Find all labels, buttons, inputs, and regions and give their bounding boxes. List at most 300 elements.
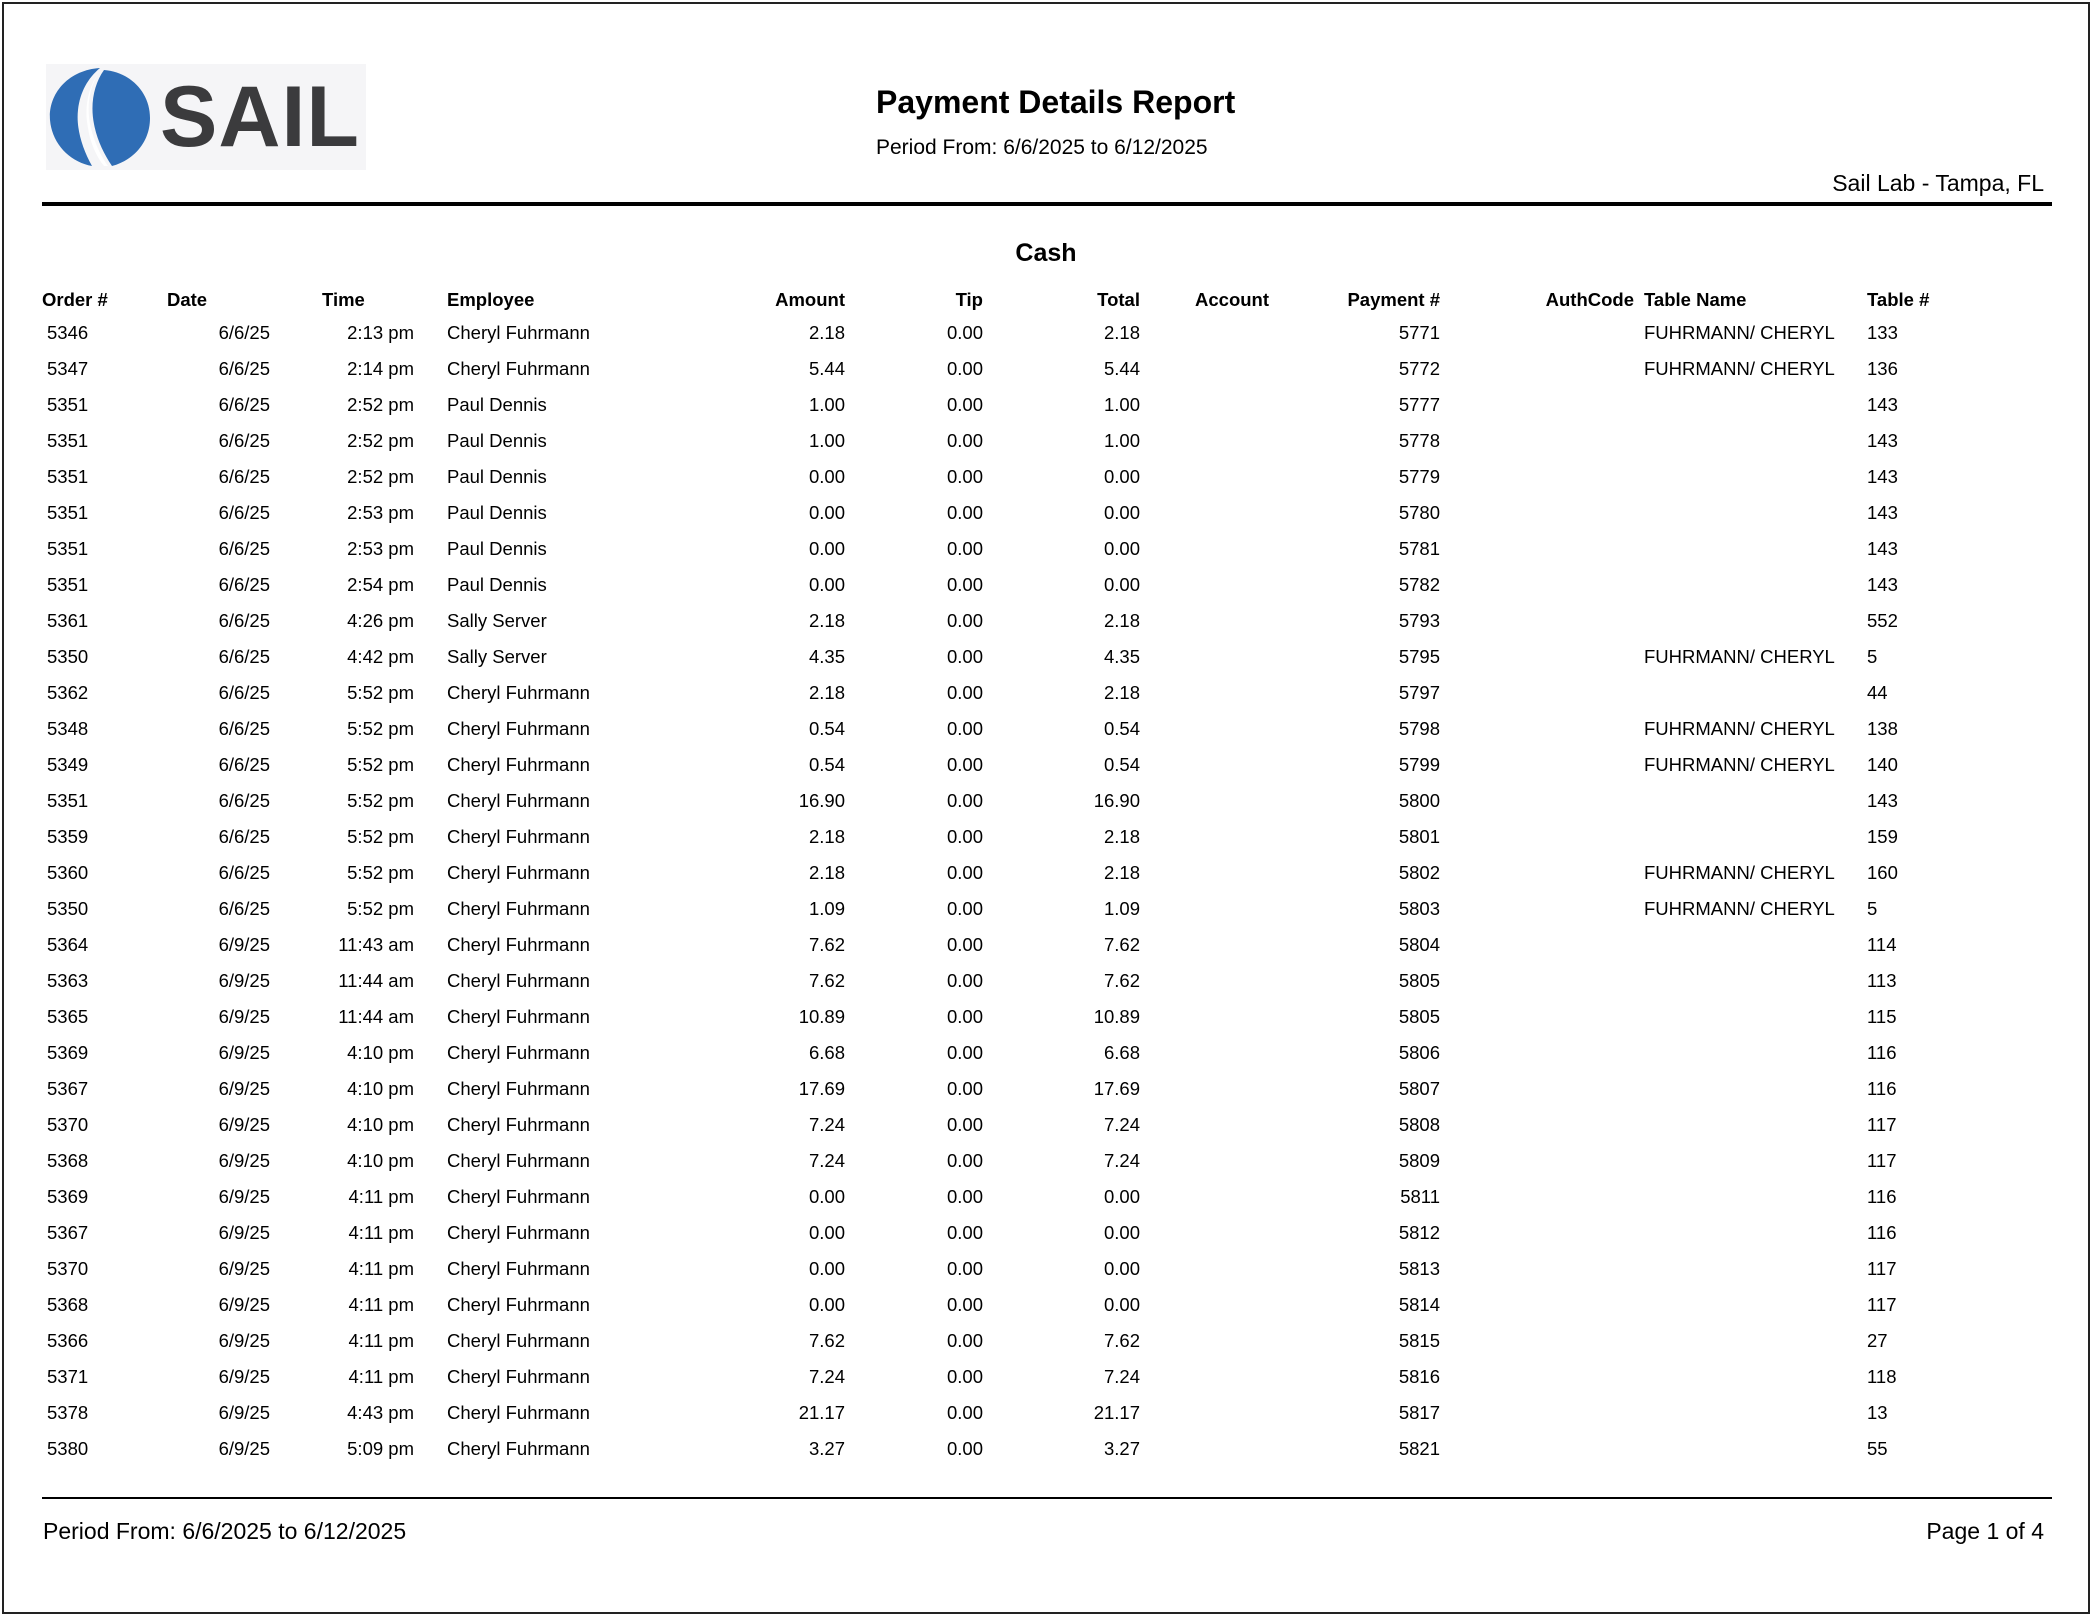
col-amount: Amount [775, 289, 845, 310]
employee-cell: Cheryl Fuhrmann [447, 1402, 590, 1423]
total-cell: 16.90 [1093, 790, 1140, 811]
table-row [42, 1395, 1952, 1431]
employee-cell: Cheryl Fuhrmann [447, 790, 590, 811]
tip-cell: 0.00 [946, 862, 983, 883]
payment-cell: 5799 [1398, 754, 1440, 775]
authcode-cell [1440, 819, 1634, 855]
authcode-cell [1440, 1035, 1634, 1071]
table-num-cell: 143 [1867, 466, 1898, 487]
account-cell [1140, 639, 1269, 675]
table-row [42, 639, 1952, 675]
amount-cell: 7.62 [808, 934, 845, 955]
date-cell: 6/6/25 [218, 862, 270, 883]
order-cell: 5351 [47, 790, 89, 811]
time-cell: 5:52 pm [347, 754, 414, 775]
tip-cell: 0.00 [946, 1150, 983, 1171]
amount-cell: 1.00 [808, 394, 845, 415]
col-date: Date [167, 289, 208, 310]
table-row [42, 423, 1952, 459]
amount-cell: 0.00 [808, 574, 845, 595]
order-cell: 5370 [47, 1258, 89, 1279]
date-cell: 6/9/25 [218, 1330, 270, 1351]
tip-cell: 0.00 [946, 1006, 983, 1027]
table-row [42, 1359, 1952, 1395]
table-num-cell: 5 [1867, 646, 1878, 667]
total-cell: 17.69 [1093, 1078, 1140, 1099]
table-row [42, 1143, 1952, 1179]
total-cell: 7.24 [1103, 1114, 1140, 1135]
order-cell: 5351 [47, 394, 89, 415]
tip-cell: 0.00 [946, 1114, 983, 1135]
employee-cell: Cheryl Fuhrmann [447, 1114, 590, 1135]
table-row [42, 315, 1952, 351]
total-cell: 7.62 [1103, 934, 1140, 955]
time-cell: 4:11 pm [348, 1186, 414, 1207]
amount-cell: 4.35 [808, 646, 845, 667]
time-cell: 5:52 pm [347, 826, 414, 847]
authcode-cell [1440, 711, 1634, 747]
report-page [2, 2, 2090, 1614]
authcode-cell [1440, 855, 1634, 891]
amount-cell: 0.54 [808, 718, 845, 739]
amount-cell: 16.90 [798, 790, 845, 811]
authcode-cell [1440, 783, 1634, 819]
authcode-cell [1440, 1323, 1634, 1359]
amount-cell: 10.89 [798, 1006, 845, 1027]
authcode-cell [1440, 1287, 1634, 1323]
payment-cell: 5797 [1398, 682, 1440, 703]
table-num-cell: 138 [1867, 718, 1898, 739]
amount-cell: 1.00 [808, 430, 845, 451]
time-cell: 2:54 pm [347, 574, 414, 595]
amount-cell: 0.00 [808, 1294, 845, 1315]
date-cell: 6/6/25 [218, 502, 270, 523]
total-cell: 2.18 [1103, 826, 1140, 847]
payment-cell: 5795 [1398, 646, 1440, 667]
authcode-cell [1440, 963, 1634, 999]
col-table-name: Table Name [1644, 289, 1747, 310]
payment-cell: 5804 [1398, 934, 1440, 955]
employee-cell: Cheryl Fuhrmann [447, 1438, 590, 1459]
tip-cell: 0.00 [946, 1222, 983, 1243]
header-divider [42, 202, 2052, 206]
date-cell: 6/9/25 [218, 1150, 270, 1171]
table-num-cell: 114 [1867, 934, 1897, 955]
table-name-cell: FUHRMANN/ CHERYL [1644, 718, 1835, 739]
date-cell: 6/6/25 [218, 430, 270, 451]
amount-cell: 0.00 [808, 1258, 845, 1279]
date-cell: 6/6/25 [218, 538, 270, 559]
time-cell: 4:10 pm [347, 1042, 414, 1063]
authcode-cell [1440, 459, 1634, 495]
authcode-cell [1440, 603, 1634, 639]
total-cell: 0.00 [1103, 574, 1140, 595]
table-num-cell: 117 [1867, 1294, 1897, 1315]
payment-cell: 5821 [1398, 1438, 1440, 1459]
time-cell: 4:11 pm [348, 1258, 414, 1279]
table-row [42, 1215, 1952, 1251]
tip-cell: 0.00 [946, 646, 983, 667]
payment-cell: 5809 [1398, 1150, 1440, 1171]
col-authcode: AuthCode [1545, 289, 1634, 310]
authcode-cell [1440, 639, 1634, 675]
account-cell [1140, 1359, 1269, 1395]
authcode-cell [1440, 351, 1634, 387]
amount-cell: 2.18 [808, 322, 845, 343]
time-cell: 4:11 pm [348, 1330, 414, 1351]
order-cell: 5378 [47, 1402, 89, 1423]
time-cell: 2:53 pm [347, 502, 414, 523]
tip-cell: 0.00 [946, 610, 983, 631]
time-cell: 4:11 pm [348, 1222, 414, 1243]
account-cell [1140, 999, 1269, 1035]
date-cell: 6/6/25 [218, 754, 270, 775]
table-name-cell: FUHRMANN/ CHERYL [1644, 646, 1835, 667]
payment-cell: 5798 [1398, 718, 1440, 739]
store-location: Sail Lab - Tampa, FL [1832, 170, 2044, 196]
employee-cell: Cheryl Fuhrmann [447, 934, 590, 955]
payment-cell: 5807 [1398, 1078, 1440, 1099]
total-cell: 2.18 [1103, 682, 1140, 703]
authcode-cell [1440, 927, 1634, 963]
order-cell: 5361 [47, 610, 89, 631]
tip-cell: 0.00 [946, 538, 983, 559]
total-cell: 0.54 [1103, 718, 1140, 739]
order-cell: 5370 [47, 1114, 89, 1135]
table-num-cell: 143 [1867, 574, 1898, 595]
time-cell: 5:09 pm [347, 1438, 414, 1459]
amount-cell: 6.68 [808, 1042, 845, 1063]
date-cell: 6/9/25 [218, 1042, 270, 1063]
order-cell: 5349 [47, 754, 89, 775]
employee-cell: Paul Dennis [447, 574, 547, 595]
tip-cell: 0.00 [946, 358, 983, 379]
payment-cell: 5779 [1398, 466, 1440, 487]
total-cell: 7.24 [1103, 1366, 1140, 1387]
table-name-cell [1644, 675, 1867, 711]
employee-cell: Cheryl Fuhrmann [447, 826, 590, 847]
payment-cell: 5793 [1398, 610, 1440, 631]
account-cell [1140, 891, 1269, 927]
payment-cell: 5811 [1400, 1186, 1440, 1207]
date-cell: 6/9/25 [218, 1006, 270, 1027]
tip-cell: 0.00 [946, 430, 983, 451]
table-name-cell [1644, 1215, 1867, 1251]
table-name-cell [1644, 927, 1867, 963]
employee-cell: Cheryl Fuhrmann [447, 1006, 590, 1027]
total-cell: 0.00 [1103, 1258, 1140, 1279]
tip-cell: 0.00 [946, 466, 983, 487]
section-title: Cash [1015, 239, 1077, 267]
time-cell: 2:52 pm [347, 466, 414, 487]
total-cell: 0.00 [1103, 1294, 1140, 1315]
authcode-cell [1440, 423, 1634, 459]
payment-cell: 5778 [1398, 430, 1440, 451]
authcode-cell [1440, 567, 1634, 603]
employee-cell: Paul Dennis [447, 502, 547, 523]
table-row [42, 999, 1952, 1035]
table-name-cell [1644, 387, 1867, 423]
time-cell: 2:13 pm [347, 322, 414, 343]
account-cell [1140, 1323, 1269, 1359]
authcode-cell [1440, 1215, 1634, 1251]
tip-cell: 0.00 [946, 898, 983, 919]
total-cell: 3.27 [1103, 1438, 1140, 1459]
table-row [42, 891, 1952, 927]
date-cell: 6/6/25 [218, 394, 270, 415]
table-name-cell [1644, 567, 1867, 603]
account-cell [1140, 1287, 1269, 1323]
table-name-cell [1644, 819, 1867, 855]
account-cell [1140, 1215, 1269, 1251]
table-name-cell [1644, 423, 1867, 459]
tip-cell: 0.00 [946, 682, 983, 703]
date-cell: 6/9/25 [218, 1222, 270, 1243]
account-cell [1140, 1035, 1269, 1071]
employee-cell: Paul Dennis [447, 430, 547, 451]
account-cell [1140, 315, 1269, 351]
report-period: Period From: 6/6/2025 to 6/12/2025 [876, 136, 1208, 159]
payment-cell: 5808 [1398, 1114, 1440, 1135]
table-num-cell: 143 [1867, 394, 1898, 415]
tip-cell: 0.00 [946, 394, 983, 415]
payment-cell: 5772 [1398, 358, 1440, 379]
table-row [42, 963, 1952, 999]
table-name-cell [1644, 495, 1867, 531]
order-cell: 5350 [47, 646, 89, 667]
amount-cell: 0.00 [808, 502, 845, 523]
payment-cell: 5805 [1398, 1006, 1440, 1027]
employee-cell: Cheryl Fuhrmann [447, 1294, 590, 1315]
account-cell [1140, 855, 1269, 891]
table-num-cell: 27 [1867, 1330, 1888, 1351]
payment-cell: 5782 [1398, 574, 1440, 595]
table-name-cell [1644, 531, 1867, 567]
account-cell [1140, 1251, 1269, 1287]
authcode-cell [1440, 675, 1634, 711]
account-cell [1140, 963, 1269, 999]
account-cell [1140, 567, 1269, 603]
date-cell: 6/6/25 [218, 358, 270, 379]
time-cell: 11:44 am [338, 1006, 414, 1027]
account-cell [1140, 711, 1269, 747]
employee-cell: Cheryl Fuhrmann [447, 1258, 590, 1279]
order-cell: 5351 [47, 574, 89, 595]
employee-cell: Sally Server [447, 610, 547, 631]
order-cell: 5348 [47, 718, 89, 739]
amount-cell: 7.24 [808, 1366, 845, 1387]
col-total: Total [1097, 289, 1140, 310]
table-row [42, 855, 1952, 891]
table-row [42, 927, 1952, 963]
date-cell: 6/9/25 [218, 1114, 270, 1135]
time-cell: 5:52 pm [347, 790, 414, 811]
date-cell: 6/6/25 [218, 826, 270, 847]
col-payment: Payment # [1347, 289, 1440, 310]
payment-cell: 5806 [1398, 1042, 1440, 1063]
table-name-cell [1644, 1359, 1867, 1395]
account-cell [1140, 459, 1269, 495]
total-cell: 2.18 [1103, 610, 1140, 631]
employee-cell: Cheryl Fuhrmann [447, 1366, 590, 1387]
employee-cell: Cheryl Fuhrmann [447, 718, 590, 739]
date-cell: 6/6/25 [218, 646, 270, 667]
page-number: Page 1 of 4 [1926, 1518, 2044, 1544]
authcode-cell [1440, 1431, 1634, 1467]
table-row [42, 1179, 1952, 1215]
date-cell: 6/9/25 [218, 1366, 270, 1387]
payment-cell: 5801 [1398, 826, 1440, 847]
amount-cell: 5.44 [808, 358, 845, 379]
employee-cell: Cheryl Fuhrmann [447, 754, 590, 775]
time-cell: 5:52 pm [347, 898, 414, 919]
tip-cell: 0.00 [946, 1078, 983, 1099]
table-name-cell [1644, 783, 1867, 819]
time-cell: 11:43 am [338, 934, 414, 955]
date-cell: 6/9/25 [218, 1258, 270, 1279]
time-cell: 4:11 pm [348, 1294, 414, 1315]
order-cell: 5351 [47, 466, 89, 487]
time-cell: 2:52 pm [347, 430, 414, 451]
order-cell: 5351 [47, 538, 89, 559]
table-row [42, 603, 1952, 639]
table-name-cell [1644, 1287, 1867, 1323]
table-row [42, 819, 1952, 855]
amount-cell: 7.24 [808, 1114, 845, 1135]
account-cell [1140, 603, 1269, 639]
col-employee: Employee [447, 289, 535, 310]
total-cell: 0.00 [1103, 502, 1140, 523]
account-cell [1140, 1179, 1269, 1215]
date-cell: 6/6/25 [218, 610, 270, 631]
tip-cell: 0.00 [946, 718, 983, 739]
table-num-cell: 117 [1867, 1114, 1897, 1135]
table-num-cell: 116 [1867, 1186, 1897, 1207]
table-num-cell: 117 [1867, 1150, 1897, 1171]
payment-cell: 5771 [1398, 322, 1440, 343]
table-row [42, 1323, 1952, 1359]
total-cell: 7.62 [1103, 970, 1140, 991]
account-cell [1140, 927, 1269, 963]
order-cell: 5351 [47, 430, 89, 451]
time-cell: 4:42 pm [347, 646, 414, 667]
table-row [42, 747, 1952, 783]
table-row [42, 1071, 1952, 1107]
table-num-cell: 55 [1867, 1438, 1888, 1459]
amount-cell: 7.24 [808, 1150, 845, 1171]
date-cell: 6/6/25 [218, 682, 270, 703]
table-row [42, 783, 1952, 819]
tip-cell: 0.00 [946, 574, 983, 595]
time-cell: 2:53 pm [347, 538, 414, 559]
time-cell: 4:10 pm [347, 1078, 414, 1099]
order-cell: 5371 [47, 1366, 89, 1387]
table-name-cell: FUHRMANN/ CHERYL [1644, 754, 1835, 775]
employee-cell: Paul Dennis [447, 538, 547, 559]
table-num-cell: 5 [1867, 898, 1878, 919]
employee-cell: Sally Server [447, 646, 547, 667]
authcode-cell [1440, 1071, 1634, 1107]
order-cell: 5368 [47, 1150, 89, 1171]
date-cell: 6/9/25 [218, 970, 270, 991]
report-title: Payment Details Report [876, 84, 1236, 120]
table-num-cell: 160 [1867, 862, 1898, 883]
employee-cell: Cheryl Fuhrmann [447, 898, 590, 919]
account-cell [1140, 783, 1269, 819]
table-num-cell: 143 [1867, 502, 1898, 523]
authcode-cell [1440, 747, 1634, 783]
amount-cell: 3.27 [808, 1438, 845, 1459]
date-cell: 6/9/25 [218, 1294, 270, 1315]
table-name-cell [1644, 1143, 1867, 1179]
payment-cell: 5777 [1398, 394, 1440, 415]
authcode-cell [1440, 495, 1634, 531]
employee-cell: Cheryl Fuhrmann [447, 1330, 590, 1351]
table-row [42, 495, 1952, 531]
time-cell: 4:26 pm [347, 610, 414, 631]
payments-table [42, 285, 1952, 1467]
amount-cell: 0.00 [808, 466, 845, 487]
tip-cell: 0.00 [946, 1042, 983, 1063]
table-name-cell [1644, 1071, 1867, 1107]
payment-cell: 5802 [1398, 862, 1440, 883]
total-cell: 7.62 [1103, 1330, 1140, 1351]
table-num-cell: 117 [1867, 1258, 1897, 1279]
time-cell: 4:10 pm [347, 1150, 414, 1171]
table-num-cell: 143 [1867, 430, 1898, 451]
payment-cell: 5814 [1398, 1294, 1440, 1315]
order-cell: 5367 [47, 1078, 89, 1099]
employee-cell: Cheryl Fuhrmann [447, 1150, 590, 1171]
account-cell [1140, 1143, 1269, 1179]
col-table-num: Table # [1867, 289, 1930, 310]
col-order: Order # [42, 289, 108, 310]
authcode-cell [1440, 1107, 1634, 1143]
payment-cell: 5803 [1398, 898, 1440, 919]
table-name-cell [1644, 603, 1867, 639]
payment-cell: 5805 [1398, 970, 1440, 991]
order-cell: 5363 [47, 970, 89, 991]
total-cell: 0.00 [1103, 1222, 1140, 1243]
total-cell: 6.68 [1103, 1042, 1140, 1063]
tip-cell: 0.00 [946, 1330, 983, 1351]
order-cell: 5368 [47, 1294, 89, 1315]
tip-cell: 0.00 [946, 790, 983, 811]
amount-cell: 0.00 [808, 1222, 845, 1243]
authcode-cell [1440, 1251, 1634, 1287]
total-cell: 2.18 [1103, 322, 1140, 343]
order-cell: 5364 [47, 934, 89, 955]
employee-cell: Cheryl Fuhrmann [447, 1222, 590, 1243]
tip-cell: 0.00 [946, 322, 983, 343]
employee-cell: Cheryl Fuhrmann [447, 970, 590, 991]
tip-cell: 0.00 [946, 754, 983, 775]
amount-cell: 2.18 [808, 682, 845, 703]
table-header-row [42, 285, 1952, 315]
tip-cell: 0.00 [946, 1366, 983, 1387]
table-num-cell: 143 [1867, 790, 1898, 811]
payment-cell: 5781 [1398, 538, 1440, 559]
table-row [42, 387, 1952, 423]
account-cell [1140, 423, 1269, 459]
amount-cell: 1.09 [808, 898, 845, 919]
order-cell: 5362 [47, 682, 89, 703]
table-num-cell: 13 [1867, 1402, 1888, 1423]
col-time: Time [322, 289, 365, 310]
time-cell: 4:43 pm [347, 1402, 414, 1423]
date-cell: 6/9/25 [218, 934, 270, 955]
total-cell: 4.35 [1103, 646, 1140, 667]
